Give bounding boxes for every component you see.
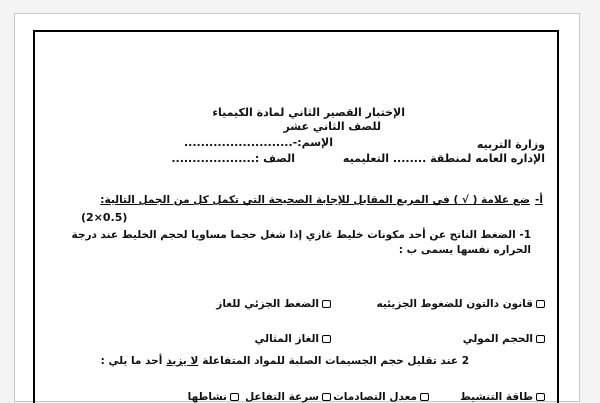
question-2-underlined: لا يزيد [166, 355, 199, 367]
question-2-prefix: 2 عند تقليل حجم الجسيمات الصلبة للمواد المتفاعلة [202, 355, 469, 367]
checkbox-icon[interactable] [420, 393, 429, 401]
section-a-instruction: ضع علامة ( √ ) في المربع المقابل للإجابة الصحيحة التي تكمل كل من الجمل التالية: [100, 194, 531, 206]
student-name-field: الإسم:-.......................... [183, 136, 333, 149]
ministry-label: وزارة التربيه [476, 138, 545, 151]
q1-option-1[interactable]: قانون دالتون للضغوط الجزيئيه [376, 298, 545, 310]
checkbox-icon[interactable] [322, 300, 331, 308]
section-a-letter: أ- [535, 194, 543, 206]
class-field: الصف :.................... [171, 152, 295, 165]
checkbox-icon[interactable] [322, 335, 331, 343]
grade-title: للصف الثاني عشر [283, 120, 381, 133]
checkbox-icon[interactable] [322, 393, 331, 401]
question-1-line-1: 1- الضغط الناتج عن أحد مكونات خليط غازي إذا شغل حجما مساويا لحجم الخليط عند درجة [71, 229, 531, 241]
question-2-stem [101, 355, 469, 367]
q1-option-3[interactable]: الحجم المولي [463, 333, 545, 345]
exam-page [14, 13, 580, 402]
q1-option-2[interactable]: الضغط الجزئي للغاز [216, 298, 331, 310]
question-1-line-2: الحراره نفسها يسمى ب : [398, 244, 531, 256]
directorate-label: الإداره العامه لمنطقة ........ التعليميه [342, 152, 545, 165]
checkbox-icon[interactable] [230, 393, 239, 401]
q2-option-4[interactable]: نشاطها [188, 391, 239, 403]
q2-option-3[interactable]: سرعة التفاعل [245, 391, 331, 403]
q1-option-4[interactable]: الغاز المثالي [255, 333, 332, 345]
q2-option-1[interactable]: طاقة التنشيط [460, 391, 545, 403]
checkbox-icon[interactable] [536, 300, 545, 308]
section-a-instruction-row [100, 194, 543, 206]
exam-border-frame [33, 30, 559, 403]
question-2-suffix: أحد ما يلي : [100, 355, 163, 367]
checkbox-icon[interactable] [536, 393, 545, 401]
section-a-marks: (2×0.5) [81, 211, 128, 224]
q2-option-2[interactable]: معدل التصادمات [333, 391, 429, 403]
exam-title: الإختبار القصير الثاني لمادة الكيمياء [212, 106, 405, 119]
checkbox-icon[interactable] [536, 335, 545, 343]
